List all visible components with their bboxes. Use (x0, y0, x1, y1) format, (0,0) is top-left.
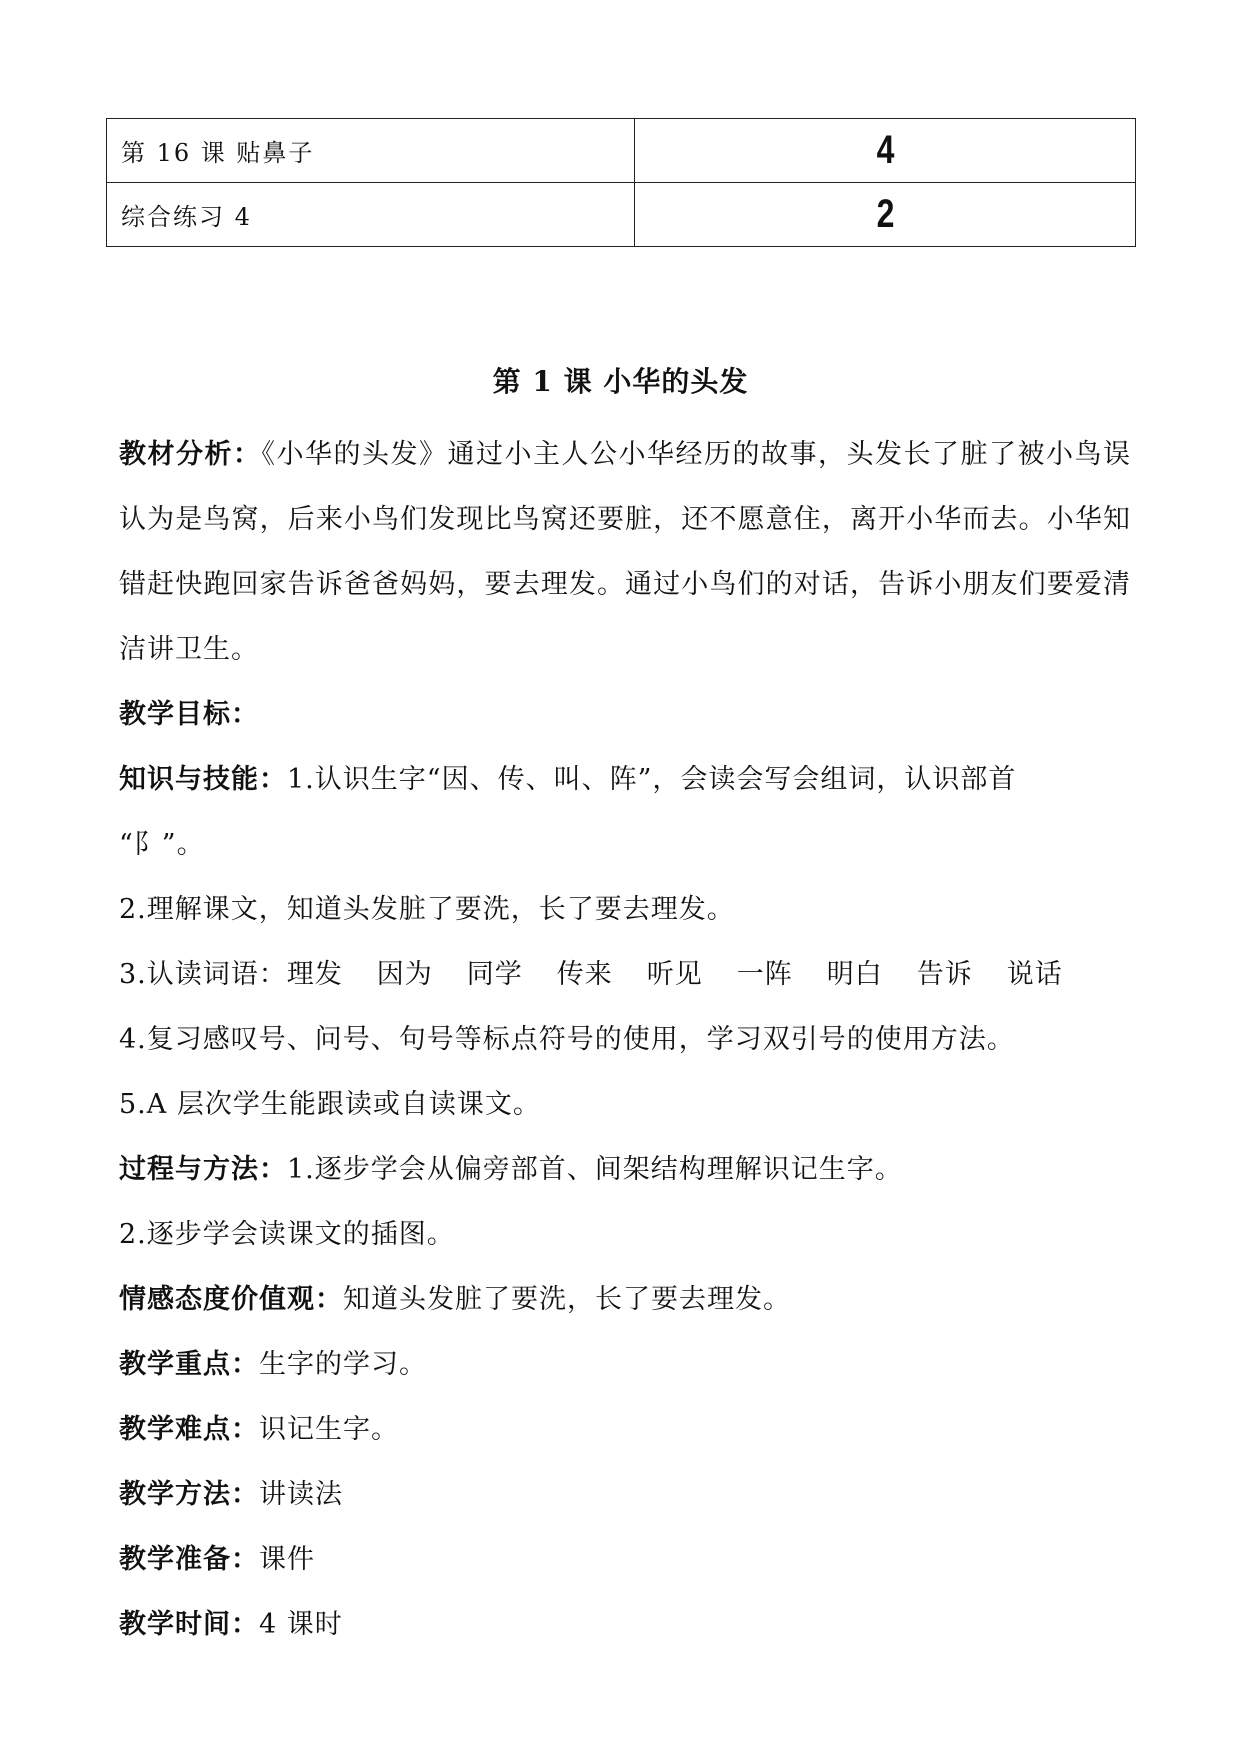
lesson-name-cell: 综合练习 4 (107, 183, 635, 247)
knowledge-item-2: 2.理解课文，知道头发脏了要洗，长了要去理发。 (119, 894, 735, 925)
vocab-word: 一阵 (736, 959, 793, 990)
vocab-word: 传来 (556, 959, 613, 990)
process-method (119, 1137, 1131, 1202)
material-analysis-text: 《小华的头发》通过小主人公小华经历的故事，头发长了脏了被小鸟误认为是鸟窝，后来小鸟们发现比鸟窝还要脏，还不愿意住，离开小华而去。小华知错赶快跑回家告诉爸爸妈妈，要去理发。通过小鸟们的对话，告诉小朋友们要爱清洁讲卫生。 (119, 439, 1131, 665)
knowledge-item-4: 4.复习感叹号、问号、句号等标点符号的使用，学习双引号的使用方法。 (119, 1024, 1015, 1055)
lesson-hours-cell: 4 (685, 119, 1086, 183)
teaching-time-label: 教学时间： (119, 1609, 259, 1640)
knowledge-item-3 (119, 942, 1131, 1007)
teaching-preparation-text: 课件 (259, 1544, 315, 1575)
lesson-hours-cell: 2 (685, 183, 1086, 247)
vocab-word: 告诉 (916, 959, 973, 990)
emotion-values (119, 1267, 1131, 1332)
teaching-key-point-text: 生字的学习。 (259, 1349, 427, 1380)
process-item-2: 2.逐步学会读课文的插图。 (119, 1219, 455, 1250)
lesson-title: 第 1 课 小华的头发 (492, 365, 749, 398)
emotion-values-text: 知道头发脏了要洗，长了要去理发。 (343, 1284, 791, 1315)
teaching-method-label: 教学方法： (119, 1479, 259, 1510)
vocab-word: 明白 (826, 959, 883, 990)
teaching-difficulty (119, 1397, 1131, 1462)
knowledge-item-5: 5.A 层次学生能跟读或自读课文。 (119, 1089, 541, 1120)
teaching-difficulty-label: 教学难点： (119, 1414, 259, 1445)
knowledge-skills (119, 747, 1131, 812)
teaching-key-point (119, 1332, 1131, 1397)
teaching-time-text: 4 课时 (259, 1609, 343, 1640)
vocab-word: 说话 (1006, 959, 1063, 990)
vocab-prefix: 3.认读词语： (119, 959, 287, 990)
table-row (107, 183, 1136, 247)
knowledge-item-1: 1.认识生字“因、传、叫、阵”，会读会写会组词，认识部首 (287, 764, 1017, 795)
teaching-objectives-heading (119, 682, 1131, 747)
teaching-time (119, 1592, 1131, 1657)
teaching-key-point-label: 教学重点： (119, 1349, 259, 1380)
vocab-word: 同学 (466, 959, 523, 990)
teaching-preparation (119, 1527, 1131, 1592)
lesson-plan-body (119, 422, 1131, 1657)
teaching-method (119, 1462, 1131, 1527)
table-row (107, 119, 1136, 183)
teaching-preparation-label: 教学准备： (119, 1544, 259, 1575)
teaching-difficulty-text: 识记生字。 (259, 1414, 399, 1445)
vocab-word: 听见 (646, 959, 703, 990)
lesson-hours-table (106, 118, 1136, 247)
teaching-method-text: 讲读法 (259, 1479, 343, 1510)
vocab-word: 因为 (376, 959, 433, 990)
knowledge-item-1-cont: “阝”。 (119, 829, 205, 860)
material-analysis-label: 教材分析： (119, 439, 262, 470)
teaching-objectives-label: 教学目标： (119, 699, 259, 730)
emotion-values-label: 情感态度价值观： (119, 1284, 343, 1315)
process-item-1: 1.逐步学会从偏旁部首、间架结构理解识记生字。 (287, 1154, 903, 1185)
material-analysis (119, 422, 1131, 682)
knowledge-skills-label: 知识与技能： (119, 764, 287, 795)
vocab-word: 理发 (286, 959, 343, 990)
lesson-name-cell: 第 16 课 贴鼻子 (107, 119, 635, 183)
process-method-label: 过程与方法： (119, 1154, 287, 1185)
